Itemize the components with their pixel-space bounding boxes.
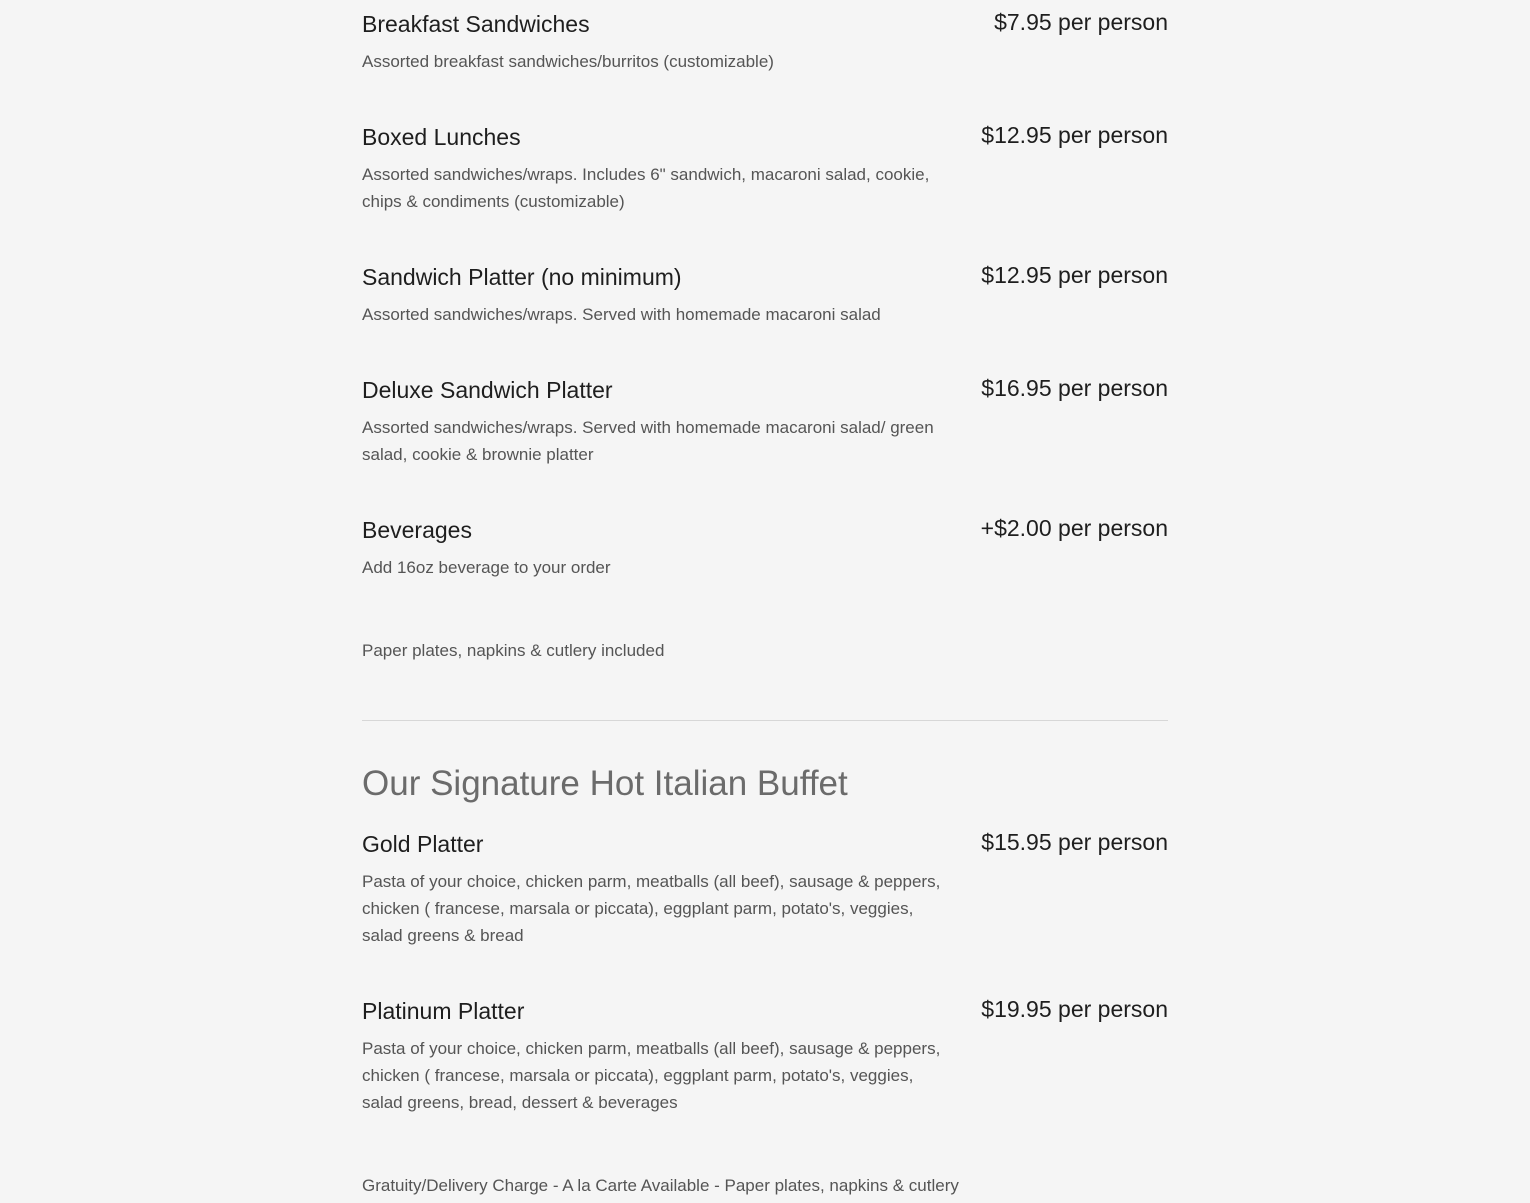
item-description: Add 16oz beverage to your order [362,558,611,577]
item-price: $15.95 per person [981,829,1168,855]
item-price: +$2.00 per person [980,515,1168,541]
item-name: Platinum Platter [362,998,525,1024]
menu-item-boxed-lunches [362,122,1168,215]
item-name: Breakfast Sandwiches [362,11,590,37]
menu-item-platinum-platter [362,996,1168,1116]
menu-item-beverages [362,515,1168,581]
gratuity-note: Gratuity/Delivery Charge - A la Carte Available - Paper plates, napkins & cutlery [362,1176,959,1195]
section-title: Our Signature Hot Italian Buffet [362,764,848,803]
item-description: Pasta of your choice, chicken parm, meatballs (all beef), sausage & peppers, chicken ( francese, marsala or piccata), eggplant parm, potato's, veggies, salad greens & bread [362,872,941,945]
menu-item-breakfast-sandwiches [362,9,1168,75]
item-name: Sandwich Platter (no minimum) [362,264,682,290]
item-description: Assorted sandwiches/wraps. Includes 6" sandwich, macaroni salad, cookie, chips & condiments (customizable) [362,165,930,211]
item-description: Assorted sandwiches/wraps. Served with homemade macaroni salad [362,305,881,324]
item-description: Pasta of your choice, chicken parm, meatballs (all beef), sausage & peppers, chicken ( francese, marsala or piccata), eggplant parm, potato's, veggies, salad greens, bread, dessert & beverages [362,1039,941,1112]
item-name: Beverages [362,517,472,543]
item-name: Boxed Lunches [362,124,521,150]
item-name: Deluxe Sandwich Platter [362,377,613,403]
included-note: Paper plates, napkins & cutlery included [362,641,665,660]
item-description: Assorted breakfast sandwiches/burritos (customizable) [362,52,774,71]
menu-item-deluxe-sandwich-platter [362,375,1168,468]
item-price: $12.95 per person [981,122,1168,148]
section-divider [362,720,1168,721]
menu-item-sandwich-platter [362,262,1168,328]
item-price: $7.95 per person [994,9,1168,35]
menu-item-gold-platter [362,829,1168,949]
item-price: $16.95 per person [981,375,1168,401]
item-price: $12.95 per person [981,262,1168,288]
item-price: $19.95 per person [981,996,1168,1022]
item-description: Assorted sandwiches/wraps. Served with homemade macaroni salad/ green salad, cookie & brownie platter [362,418,934,464]
item-name: Gold Platter [362,831,484,857]
